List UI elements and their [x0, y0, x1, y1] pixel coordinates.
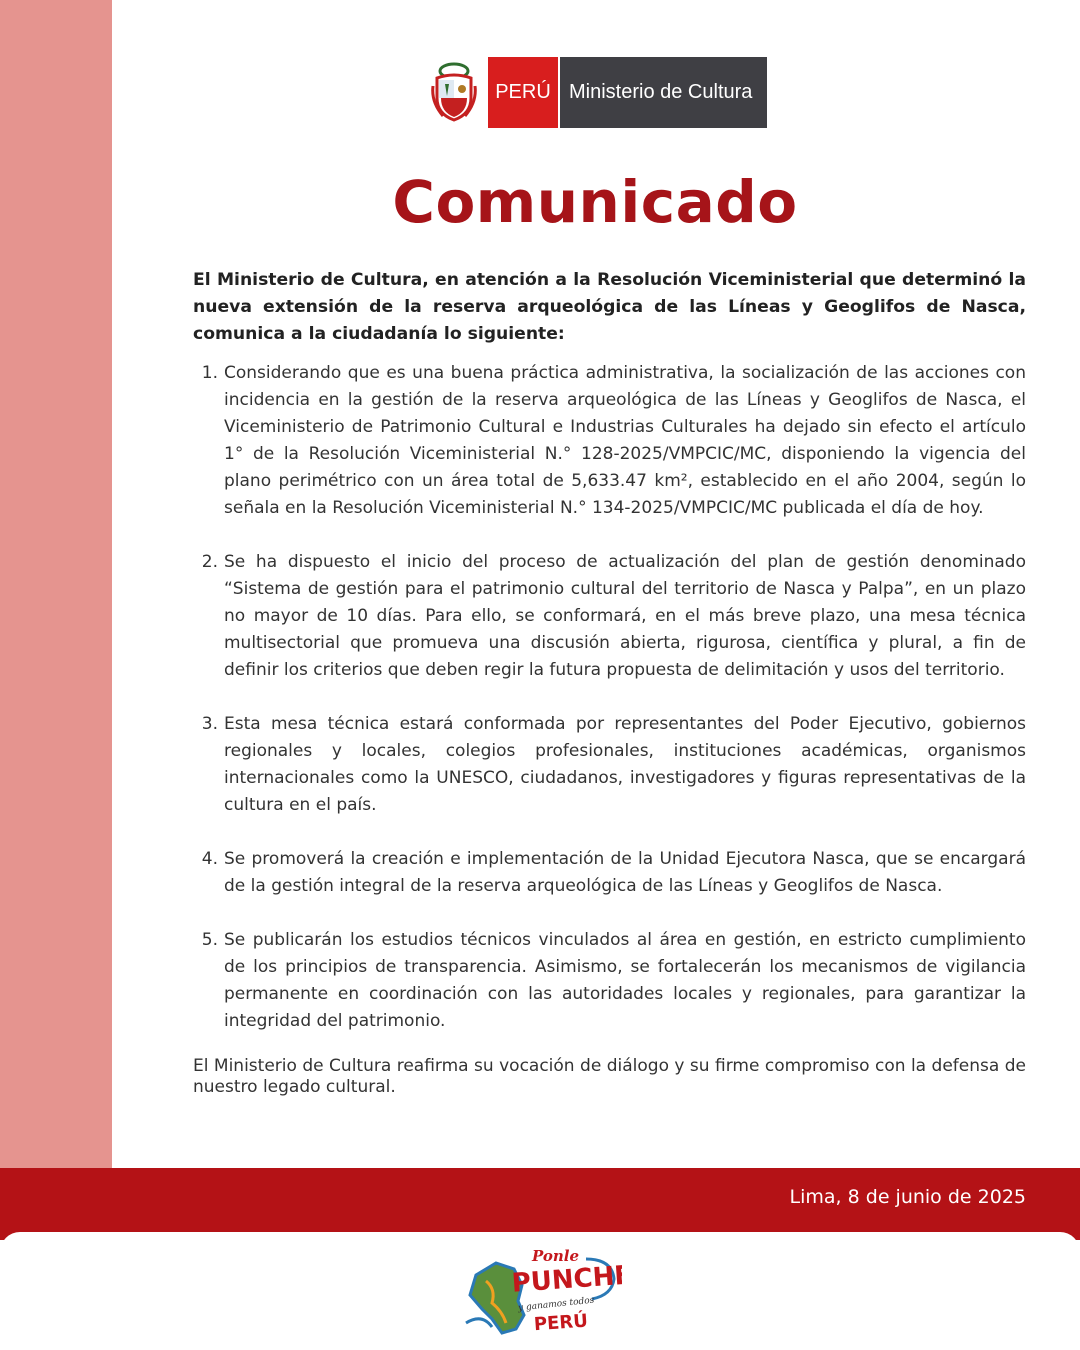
slogan-ponle: Ponle	[532, 1247, 580, 1265]
statement-list	[193, 360, 1026, 1035]
ministry-header	[428, 57, 767, 128]
intro-paragraph: El Ministerio de Cultura, en atención a la Resolución Viceministerial que determinó la nueva extensión de la reserva arqueológica de las Líneas y Geoglifos de Nasca, comunica a la ciudadanía lo siguiente:	[193, 270, 1026, 344]
item-number: 5.	[201, 930, 218, 950]
item-text: Se ha dispuesto el inicio del proceso de actualización del plan de gestión denominado “Sistema de gestión para el patrimonio cultural del territorio de Nasca y Palpa”, en un plazo no mayor de 10 días. Para ello, se conformará, en el más breve plazo, una mesa técnica multisectorial que promueva una discusión abierta, rigurosa, científica y plural, a fin de definir los criterios que deben regir la futura propuesta de delimitación y usos del territorio.	[224, 552, 1026, 680]
slogan-peru: PERÚ	[533, 1310, 589, 1336]
coat-of-arms-icon	[428, 57, 480, 128]
item-number: 3.	[201, 714, 218, 734]
item-number: 1.	[201, 363, 218, 383]
page-title: Comunicado	[392, 168, 798, 236]
list-item	[193, 927, 1026, 1035]
list-item	[193, 711, 1026, 819]
ministry-label: Ministerio de Cultura	[558, 57, 767, 128]
peru-label: PERÚ	[488, 57, 558, 128]
list-item	[193, 846, 1026, 900]
statement-body	[193, 267, 1026, 1098]
item-text: Se publicarán los estudios técnicos vinculados al área en gestión, en estricto cumplimiento de los principios de transparencia. Asimismo, se fortalecerán los mecanismos de vigilancia permanente en coordinación con las autoridades locales y regionales, para garantizar la integridad del patrimonio.	[224, 930, 1026, 1031]
footer-bar	[0, 1168, 1080, 1240]
slogan-punche: PUNCHE	[510, 1260, 622, 1299]
closing-paragraph: El Ministerio de Cultura reafirma su vocación de diálogo y su firme compromiso con la defensa de nuestro legado cultural.	[193, 1056, 1026, 1097]
side-band	[0, 0, 112, 1168]
footer-date: Lima, 8 de junio de 2025	[789, 1186, 1026, 1208]
peru-map-icon	[462, 1245, 622, 1340]
item-text: Se promoverá la creación e implementación de la Unidad Ejecutora Nasca, que se encargará de la gestión integral de la reserva arqueológica de las Líneas y Geoglifos de Nasca.	[224, 849, 1026, 896]
slogan-subtitle: y ganamos todos	[517, 1295, 595, 1314]
item-text: Considerando que es una buena práctica administrativa, la socialización de las acciones con incidencia en la gestión de la reserva arqueológica de las Líneas y Geoglifos de Nasca, el Viceministerio de Patrimonio Cultural e Industrias Culturales ha dejado sin efecto el artículo 1° de la Resolución Viceministerial N.° 128-2025/VMPCIC/MC, disponiendo la vigencia del plano perimétrico con un área total de 5,633.47 km², establecido en el año 2004, según lo señala en la Resolución Viceministerial N.° 134-2025/VMPCIC/MC publicada el día de hoy.	[224, 363, 1026, 518]
ponle-punche-logo	[462, 1245, 622, 1340]
list-item	[193, 360, 1026, 522]
item-number: 2.	[201, 552, 218, 572]
list-item	[193, 549, 1026, 684]
item-text: Esta mesa técnica estará conformada por representantes del Poder Ejecutivo, gobiernos regionales y locales, colegios profesionales, instituciones académicas, organismos internacionales como la UNESCO, ciudadanos, investigadores y figuras representativas de la cultura en el país.	[224, 714, 1026, 815]
item-number: 4.	[201, 849, 218, 869]
